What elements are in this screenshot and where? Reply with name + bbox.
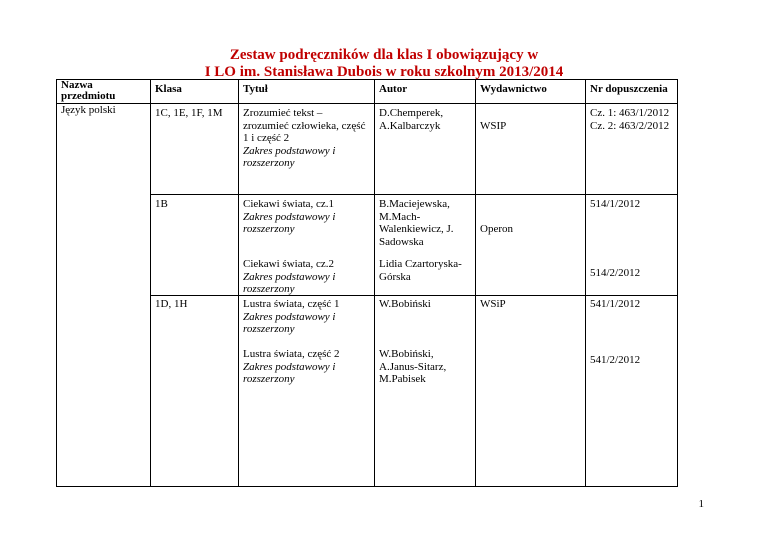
header-title: Tytuł bbox=[243, 83, 268, 95]
row-3-approval: 514/2/2012 bbox=[590, 267, 641, 279]
row-3-author: Lidia Czartoryska- Górska bbox=[379, 258, 462, 283]
row-5-title: Lustra świata, część 2 Zakres podstawowy i rozszerzony bbox=[243, 348, 340, 386]
header-subject: Nazwa przedmiotu bbox=[61, 79, 116, 102]
row-1-title: Zrozumieć tekst – zrozumieć człowieka, część 1 i część 2 Zakres podstawowy i rozszerzony bbox=[243, 107, 366, 170]
subject-cell: Język polski bbox=[61, 104, 116, 116]
row-4-class: 1D, 1H bbox=[155, 298, 188, 310]
row-2-title: Ciekawi świata, cz.1 Zakres podstawowy i rozszerzony bbox=[243, 198, 336, 236]
row-2-class: 1B bbox=[155, 198, 168, 210]
row-5-approval: 541/2/2012 bbox=[590, 354, 641, 366]
row-2-author: B.Maciejewska, M.Mach- Walenkiewicz, J. Sadowska bbox=[379, 198, 454, 248]
row-3-title: Ciekawi świata, cz.2 Zakres podstawowy i rozszerzony bbox=[243, 258, 336, 296]
page-number: 1 bbox=[698, 498, 704, 510]
row-2-approval: 514/1/2012 bbox=[590, 198, 641, 210]
header-publisher: Wydawnictwo bbox=[480, 83, 547, 95]
row-5-author: W.Bobiński, A.Janus-Sitarz, M.Pabisek bbox=[379, 348, 447, 386]
header-class: Klasa bbox=[155, 83, 182, 95]
title-line-2: I LO im. Stanisława Dubois w roku szkolnym 2013/2014 bbox=[204, 64, 564, 80]
title-line-1: Zestaw podręczników dla klas I obowiązujący w bbox=[229, 47, 539, 63]
row-1-approval: Cz. 1: 463/1/2012 Cz. 2: 463/2/2012 bbox=[590, 107, 670, 132]
row-1-class: 1C, 1E, 1F, 1M bbox=[155, 107, 223, 119]
row-4-author: W.Bobiński bbox=[379, 298, 431, 310]
row-1-publisher: WSIP bbox=[480, 120, 507, 132]
row-4-approval: 541/1/2012 bbox=[590, 298, 641, 310]
row-4-title: Lustra świata, część 1 Zakres podstawowy i rozszerzony bbox=[243, 298, 340, 336]
row-1-author: D.Chemperek, A.Kalbarczyk bbox=[379, 107, 444, 132]
header-author: Autor bbox=[379, 83, 408, 95]
row-4-publisher: WSiP bbox=[480, 298, 506, 310]
row-2-publisher: Operon bbox=[480, 223, 513, 235]
header-approval: Nr dopuszczenia bbox=[590, 83, 668, 95]
